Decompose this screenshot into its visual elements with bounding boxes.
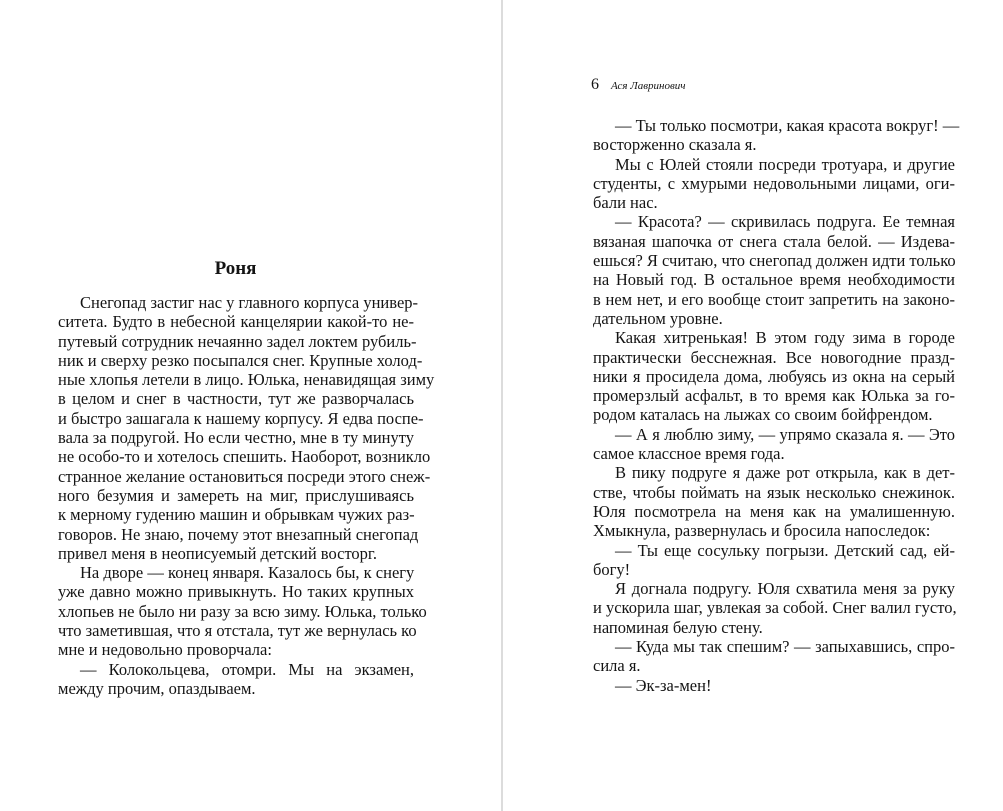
chapter-title: Роня — [214, 258, 257, 279]
text-line: богу! — [593, 559, 631, 579]
text-line: ные хлопья летели в лицо. Юлька, ненавидящая зиму — [58, 370, 435, 390]
left-page — [0, 0, 501, 811]
text-line: В пику подруге я даже рот открыла, как в дет- — [615, 463, 955, 483]
text-line: говоров. Не знаю, почему этот внезапный снегопад — [58, 524, 419, 544]
text-line: практически бесснежная. Все новогодние празд- — [593, 347, 955, 367]
text-line: стве, чтобы поймать на язык несколько снежинок. — [593, 482, 955, 502]
text-line: — Куда мы так спешим? — запыхавшись, спро- — [615, 637, 955, 657]
left-page-text — [58, 293, 435, 698]
text-line: студенты, с хмурыми недовольными лицами, оги- — [593, 173, 955, 193]
text-line: и быстро зашагала к нашему корпусу. Я едва поспе- — [58, 408, 424, 428]
page-number: 6 — [591, 76, 599, 93]
text-line: вязаная шапочка от снега стала белой. — Издева- — [593, 231, 955, 251]
text-line: между прочим, опаздываем. — [58, 678, 256, 698]
text-line: Мы с Юлей стояли посреди тротуара, и другие — [615, 154, 955, 174]
text-line: привел меня в неописуемый детский восторг. — [58, 543, 377, 563]
text-line: — Красота? — скривилась подруга. Ее темная — [615, 212, 955, 232]
text-line: ники я просидела дома, любуясь из окна на серый — [593, 366, 955, 386]
text-line: — Ты только посмотри, какая красота вокруг! — — [615, 116, 960, 135]
text-line: вала за подругой. Но если честно, мне в ту минуту — [58, 428, 414, 448]
text-line: восторженно сказала я. — [593, 135, 757, 155]
text-line: на Новый год. В остальное время необходимости — [593, 270, 955, 290]
text-line: Какая хитренькая! В этом году зима в городе — [615, 328, 955, 348]
right-page-text — [593, 116, 960, 695]
text-line: хлопьев не было ни разу за всю зиму. Юлька, только — [58, 601, 427, 621]
text-line: ник и сверху резко посыпался снег. Крупные холод- — [58, 350, 423, 370]
text-line: что заметившая, что я отстала, тут же вернулась ко — [58, 621, 417, 641]
text-line: Хмыкнула, развернулась и бросила напоследок: — [593, 521, 931, 541]
text-line: не особо-то и хотелось спешить. Наоборот, возникло — [58, 447, 431, 467]
running-head — [591, 76, 686, 94]
text-line: промерзлый асфальт, в то время как Юлька за го- — [593, 386, 955, 406]
text-line: Юля посмотрела на меня как на умалишенную. — [593, 501, 955, 521]
text-line: мне и недовольно проворчала: — [58, 640, 272, 660]
text-line: Снегопад застиг нас у главного корпуса универ- — [80, 293, 419, 312]
author-name: Ася Лавринович — [611, 80, 686, 92]
right-page — [503, 0, 1003, 811]
text-line: — Эк-за-мен! — [615, 675, 712, 695]
text-line: — Ты еще сосульку погрызи. Детский сад, ей- — [615, 540, 955, 560]
text-line: Я догнала подругу. Юля схватила меня за руку — [615, 579, 955, 599]
text-line: ешься? Я считаю, что снегопад должен идти только — [593, 251, 956, 271]
text-line: родом каталась на лыжах со своим бойфрендом. — [593, 405, 933, 425]
text-line: ного безумия и замереть на миг, прислушиваясь — [58, 485, 414, 505]
text-line: — А я люблю зиму, — упрямо сказала я. — Это — [615, 424, 955, 444]
text-line: ситета. Будто в небесной канцелярии какой-то не- — [58, 312, 414, 332]
text-line: сила я. — [593, 656, 641, 676]
text-line: На дворе — конец января. Казалось бы, к снегу — [80, 563, 415, 583]
text-line: в нем нет, и его вообще стоит запретить на законо- — [593, 289, 955, 309]
text-line: и ускорила шаг, увлекая за собой. Снег валил густо, — [593, 598, 957, 618]
text-line: дательном уровне. — [593, 308, 723, 328]
text-line: самое классное время года. — [593, 444, 785, 464]
text-line: — Колокольцева, отомри. Мы на экзамен, — [80, 659, 414, 679]
text-line: странное желание остановиться посреди этого снеж- — [58, 466, 431, 486]
text-line: к мерному гудению машин и обрывкам чужих раз- — [58, 505, 415, 525]
text-line: путевый сотрудник нечаянно задел локтем рубиль- — [58, 331, 417, 351]
text-line: бали нас. — [593, 193, 658, 213]
text-line: напоминая белую стену. — [593, 617, 763, 637]
text-line: уже давно можно привыкнуть. Но таких крупных — [58, 582, 414, 602]
text-line: в целом и снег в частности, тут же разворчалась — [58, 389, 414, 409]
